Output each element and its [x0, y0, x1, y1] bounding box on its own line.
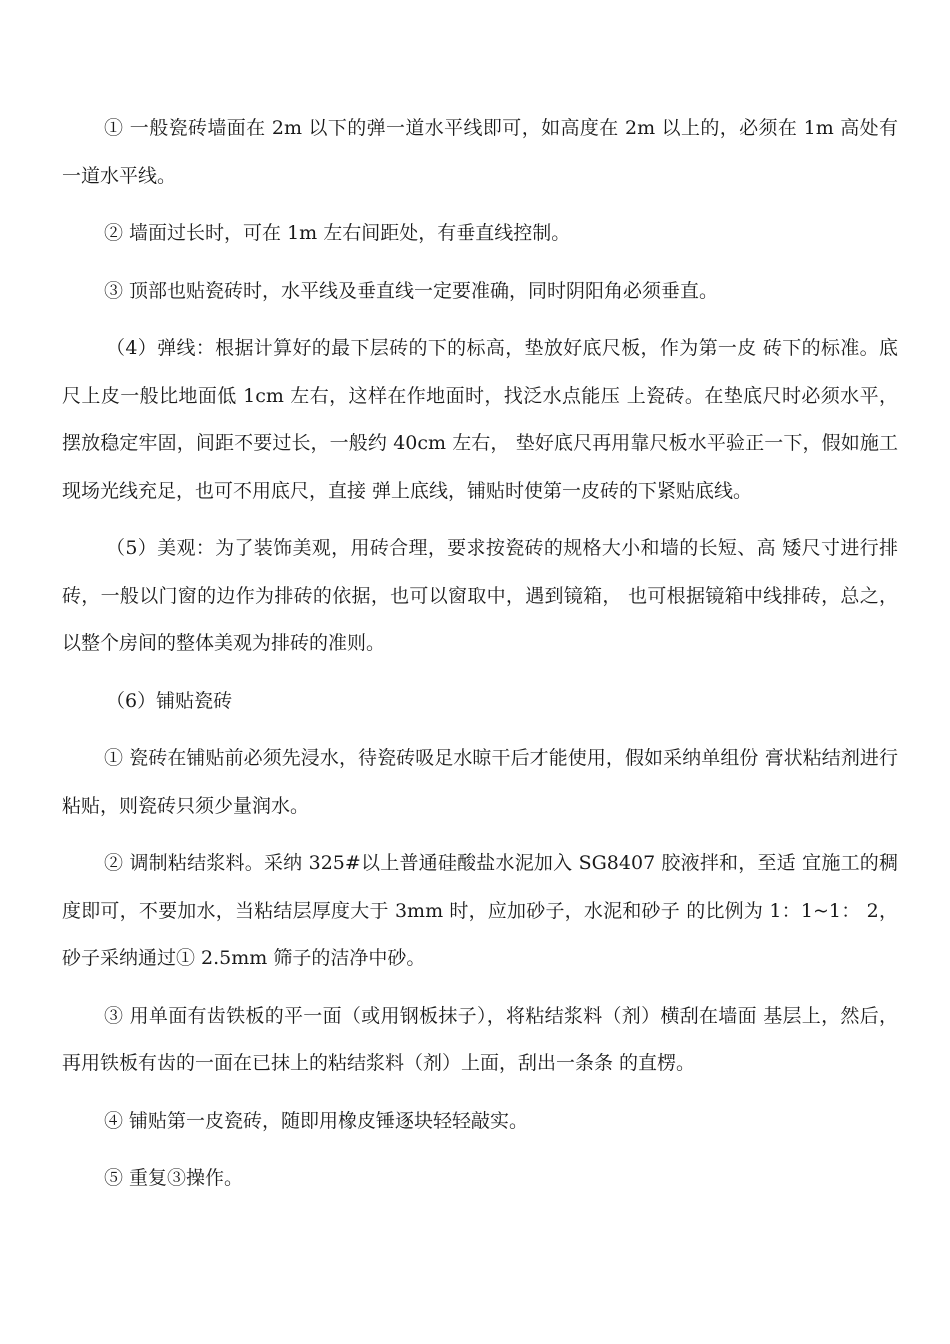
- paragraph-soak-tiles: ① 瓷砖在铺贴前必须先浸水，待瓷砖吸足水晾干后才能使用，假如采纳单组份 膏状粘结剂进行粘贴，则瓷砖只须少量润水。: [62, 747, 898, 817]
- paragraph-repeat-step: ⑤ 重复③操作。: [104, 1167, 244, 1189]
- paragraph-horizontal-line-rule: ① 一般瓷砖墙面在 2m 以下的弹一道水平线即可，如高度在 2m 以上的，必须在 1m 高处有一道水平线。: [62, 117, 898, 187]
- paragraph-top-tile-alignment: ③ 顶部也贴瓷砖时，水平线及垂直线一定要准确，同时阴阳角必须垂直。: [104, 279, 719, 302]
- paragraph-apply-adhesive: ③ 用单面有齿铁板的平一面（或用钢板抹子），将粘结浆料（剂）横刮在墙面 基层上，然后，再用铁板有齿的一面在已抹上的粘结浆料（剂）上面，刮出一条条 的直楞。: [62, 1004, 898, 1074]
- paragraph-first-row: ④ 铺贴第一皮瓷砖，随即用橡皮锤逐块轻轻敲实。: [104, 1109, 529, 1132]
- paragraph-mix-adhesive: ② 调制粘结浆料。采纳 325#以上普通硅酸盐水泥加入 SG8407 胶液拌和，至适 宜施工的稠度即可，不要加水，当粘结层厚度大于 3mm 时，应加砂子，水泥和砂子 的比例为 1：1~1： 2，砂子采纳通过① 2.5mm 筛子的洁净中砂。: [62, 852, 898, 969]
- paragraph-appearance: （5）美观：为了装饰美观，用砖合理，要求按瓷砖的规格大小和墙的长短、高 矮尺寸进行排砖，一般以门窗的边作为排砖的依据，也可以窗取中，遇到镜箱， 也可根据镜箱中线排砖，总之，以整个房间的整体美观为排砖的准则。: [62, 537, 898, 654]
- section-heading-tiling: （6）铺贴瓷砖: [106, 689, 233, 712]
- document-body: [62, 105, 898, 1213]
- paragraph-chalk-line: （4）弹线：根据计算好的最下层砖的下的标高，垫放好底尺板，作为第一皮 砖下的标准。底尺上皮一般比地面低 1cm 左右，这样在作地面时，找泛水点能压 上瓷砖。在垫底尺时必须水平，摆放稳定牢固，间距不要过长，一般约 40cm 左右， 垫好底尺再用靠尺板水平验正一下，假如施工现场光线充足，也可不用底尺，直接 弹上底线，铺贴时使第一皮砖的下紧贴底线。: [62, 337, 898, 502]
- paragraph-vertical-line-control: ② 墙面过长时，可在 1m 左右间距处，有垂直线控制。: [104, 222, 571, 244]
